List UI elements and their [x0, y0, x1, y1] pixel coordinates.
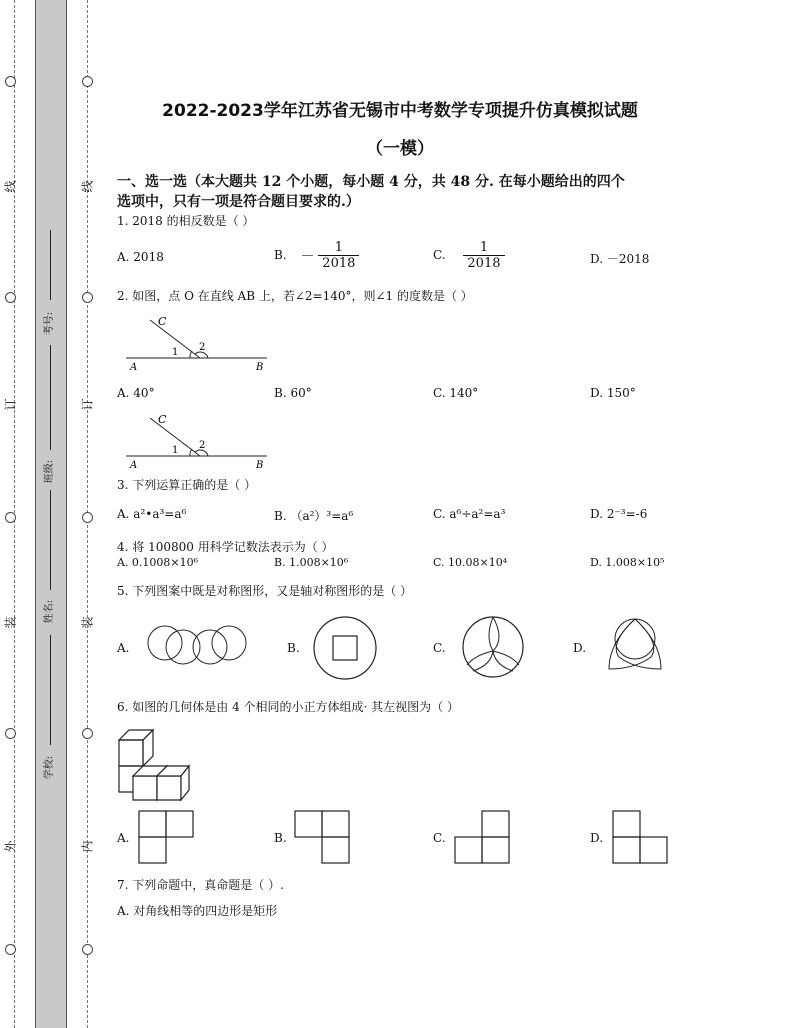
q6-figure-option-b [294, 810, 352, 866]
q2-option-a: A. 40° [117, 386, 155, 400]
q2-option-d: D. 150° [590, 386, 636, 400]
question-7-stem: 7. 下列命题中，真命题是（ ）. [117, 878, 284, 892]
q4-option-c: C. 10.08×10⁴ [433, 556, 508, 569]
q5-option-a: A. [117, 641, 130, 655]
field-school: 学校: [44, 755, 56, 780]
q1-option-a: A. 2018 [117, 250, 164, 264]
q6-option-d: D. [590, 831, 604, 845]
section-heading-line2: 选项中，只有一项是符合题目要求的.） [117, 194, 360, 210]
q5-figure-four-rings [143, 622, 251, 668]
q1-option-b-denominator: 2018 [322, 256, 356, 271]
field-school-line [50, 635, 51, 745]
q6-option-a: A. [117, 831, 130, 845]
q1-option-d: D. －2018 [590, 252, 650, 266]
q1-option-c-fraction [463, 240, 504, 271]
q6-option-c: C. [433, 831, 446, 845]
field-name-line [50, 490, 51, 590]
margin-char-right-bind: 装 [80, 616, 95, 629]
field-class: 班级: [44, 459, 56, 484]
q2-repeat-label-a: A [130, 460, 138, 471]
q1-option-c [433, 240, 505, 271]
q1-option-b-label: B. [274, 248, 287, 262]
binding-strip [35, 0, 67, 1028]
margin-char-left-line: 线 [3, 180, 18, 193]
q5-figure-triquetra [601, 613, 669, 677]
q1-option-c-numerator: 1 [463, 240, 504, 256]
q6-option-b: B. [274, 831, 287, 845]
q1-option-b-numerator: 1 [318, 240, 359, 256]
q2-figure-angle-repeat [122, 408, 272, 472]
question-2-stem: 2. 如图，点 O 在直线 AB 上，若∠2=140°，则∠1 的度数是（ ） [117, 289, 473, 303]
q5-option-c: C. [433, 641, 446, 655]
q2-label-b: B [256, 362, 264, 373]
q6-figure-option-c [454, 810, 512, 866]
hole-left-3 [5, 512, 16, 523]
q2-option-b: B. 60° [274, 386, 312, 400]
hole-left-5 [5, 944, 16, 955]
q6-figure-cubes [116, 724, 192, 804]
page-title: 2022-2023学年江苏省无锡市中考数学专项提升仿真模拟试题 [162, 101, 638, 121]
hole-left-4 [5, 728, 16, 739]
q6-figure-option-d [612, 810, 670, 866]
q4-option-d: D. 1.008×10⁵ [590, 556, 665, 569]
hole-right-5 [82, 944, 93, 955]
hole-left-2 [5, 292, 16, 303]
q2-figure-angle [122, 310, 272, 374]
question-5-stem: 5. 下列图案中既是对称图形，又是轴对称图形的是（ ） [117, 584, 413, 598]
hole-right-2 [82, 292, 93, 303]
q3-option-b: B. （a²）³=a⁶ [274, 509, 354, 523]
q2-repeat-label-c: C [158, 413, 167, 426]
page-subtitle: （一模） [366, 139, 434, 159]
q5-figure-coin [312, 615, 378, 681]
q7-option-a: A. 对角线相等的四边形是矩形 [117, 904, 278, 918]
field-exam-number: 考号: [44, 311, 56, 336]
q3-option-a: A. a²•a³=a⁶ [117, 507, 187, 521]
q2-repeat-label-2: 2 [199, 440, 206, 451]
question-3-stem: 3. 下列运算正确的是（ ） [117, 478, 257, 492]
q2-option-c: C. 140° [433, 386, 479, 400]
q6-figure-option-a [138, 810, 196, 866]
margin-char-right-inner: 内 [80, 840, 95, 853]
margin-char-right-line: 线 [80, 180, 95, 193]
q4-option-b: B. 1.008×10⁶ [274, 556, 349, 569]
section-heading [117, 172, 677, 212]
q2-label-1: 1 [172, 347, 179, 358]
q2-label-2: 2 [199, 342, 206, 353]
q5-figure-circle-y [461, 615, 525, 679]
q5-option-d: D. [573, 641, 587, 655]
margin-char-right-order: 订 [80, 398, 95, 411]
section-heading-line1: 一、选一选（本大题共 12 个小题，每小题 4 分，共 48 分. 在每小题给出的四个 [117, 174, 625, 190]
hole-right-3 [82, 512, 93, 523]
q5-option-b: B. [287, 641, 300, 655]
margin-char-left-outer: 外 [3, 840, 18, 853]
field-exam-number-line [50, 230, 51, 300]
q1-option-b-sign: － [300, 248, 315, 265]
question-6-stem: 6. 如图的几何体是由 4 个相同的小正方体组成· 其左视图为（ ） [117, 700, 459, 714]
q1-option-c-label: C. [433, 248, 446, 262]
q3-option-c: C. a⁶÷a²=a³ [433, 507, 506, 521]
question-1-stem: 1. 2018 的相反数是（ ） [117, 214, 255, 228]
question-4-stem: 4. 将 100800 用科学记数法表示为（ ） [117, 540, 334, 554]
hole-right-1 [82, 76, 93, 87]
q2-repeat-label-b: B [256, 460, 264, 471]
q1-option-c-denominator: 2018 [467, 256, 501, 271]
q2-repeat-label-1: 1 [172, 445, 179, 456]
hole-right-4 [82, 728, 93, 739]
field-name: 姓名: [44, 599, 56, 624]
hole-left-1 [5, 76, 16, 87]
margin-char-left-order: 订 [3, 398, 18, 411]
margin-char-left-bind: 装 [3, 616, 18, 629]
q3-option-d: D. 2⁻³=-6 [590, 507, 648, 521]
q4-option-a: A. 0.1008×10⁶ [117, 556, 199, 569]
field-class-line [50, 345, 51, 450]
q2-label-c: C [158, 315, 167, 328]
q2-label-a: A [130, 362, 138, 373]
q1-option-b [274, 240, 359, 271]
q1-option-b-fraction [318, 240, 359, 271]
